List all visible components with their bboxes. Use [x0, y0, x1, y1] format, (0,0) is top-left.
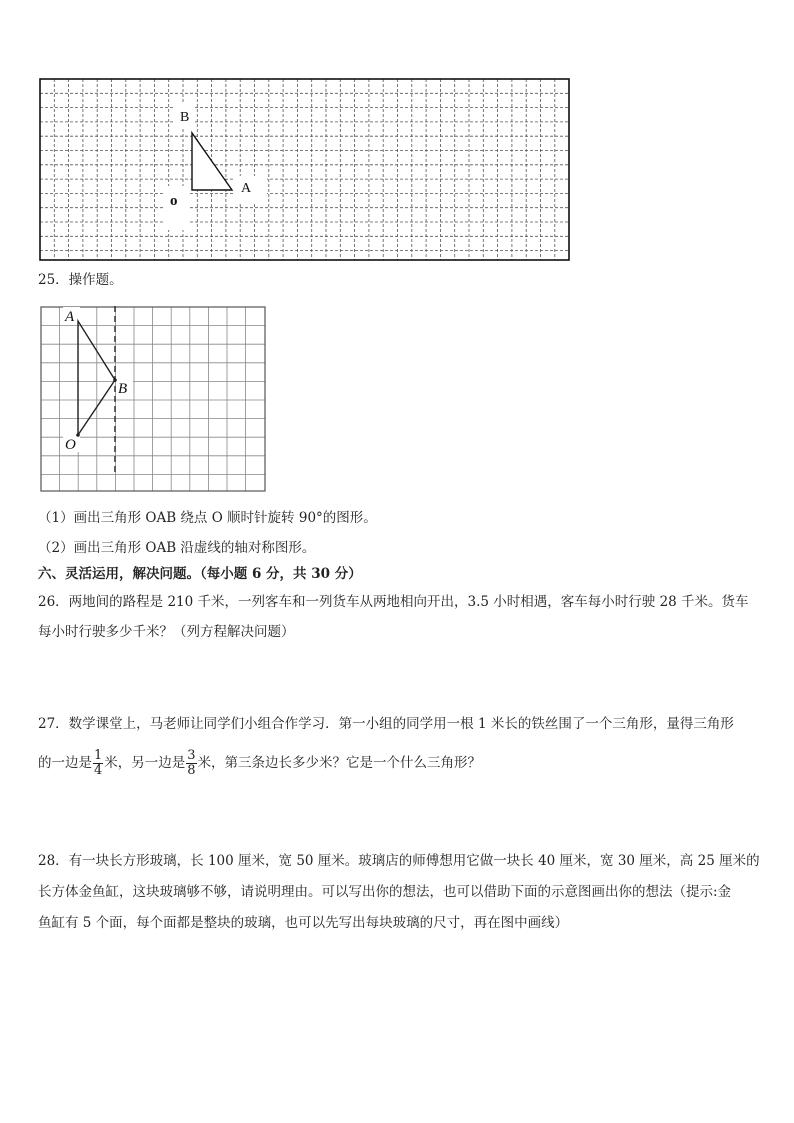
q26-line2: 每小时行驶多少千米？（列方程解决问题） [38, 624, 295, 640]
grid1-border [40, 79, 569, 260]
q27-frac2-denominator: 8 [187, 762, 196, 778]
grid-figure-1 [39, 78, 571, 262]
q26-line1: 26．两地间的路程是 210 千米，一列客车和一列货车从两地相向开出，3.5 小时相遇，客车每小时行驶 28 千米。货车 [38, 594, 749, 610]
grid2-label-b: B [118, 381, 128, 397]
grid2-lines [41, 307, 265, 491]
grid-figure-2 [38, 304, 268, 494]
grid1-label-b: B [180, 110, 190, 125]
q27-frac1-numerator: 1 [94, 747, 103, 763]
q27-frac1-denominator: 4 [94, 762, 103, 778]
q27-text-c: 米，第三条边长多少米？它是一个什么三角形？ [197, 755, 482, 771]
q25-title: 25．操作题。 [38, 272, 123, 288]
grid1-lines [40, 79, 569, 260]
grid1-svg [39, 78, 571, 262]
grid2-label-o: O [65, 437, 76, 453]
grid2-point-b [113, 378, 117, 382]
q28-line2: 长方体金鱼缸，这块玻璃够不够，请说明理由。可以写出你的想法，也可以借助下面的示意图画出你的想法（提示:金 [38, 884, 732, 900]
grid2-point-o [76, 433, 80, 437]
q27-fraction-1 [93, 749, 103, 778]
grid1-label-a: A [241, 181, 252, 196]
q27-text-a: 的一边是 [38, 755, 92, 771]
q28-line3: 鱼缸有 5 个面，每个面都是整块的玻璃，也可以先写出每块玻璃的尺寸，再在图中画线） [38, 915, 569, 931]
grid2-label-a: A [65, 309, 75, 325]
q25-sub1: （1）画出三角形 OAB 绕点 O 顺时针旋转 90°的图形。 [38, 510, 377, 526]
q27-frac2-numerator: 3 [187, 747, 196, 763]
q27-line1: 27．数学课堂上，马老师让同学们小组合作学习．第一小组的同学用一根 1 米长的铁丝围了一个三角形，量得三角形 [38, 716, 734, 732]
q27-fraction-2 [186, 749, 196, 778]
section6-heading: 六、灵活运用，解决问题。（每小题 6 分，共 30 分） [38, 566, 362, 582]
q27-line2 [38, 746, 481, 780]
q27-text-b: 米，另一边是 [104, 755, 186, 771]
grid2-svg [38, 304, 268, 494]
q25-sub2: （2）画出三角形 OAB 沿虚线的轴对称图形。 [38, 540, 316, 556]
q28-line1: 28．有一块长方形玻璃，长 100 厘米，宽 50 厘米。玻璃店的师傅想用它做一块长 40 厘米，宽 30 厘米，高 25 厘米的 [38, 853, 760, 869]
grid1-label-o: o [170, 193, 178, 209]
